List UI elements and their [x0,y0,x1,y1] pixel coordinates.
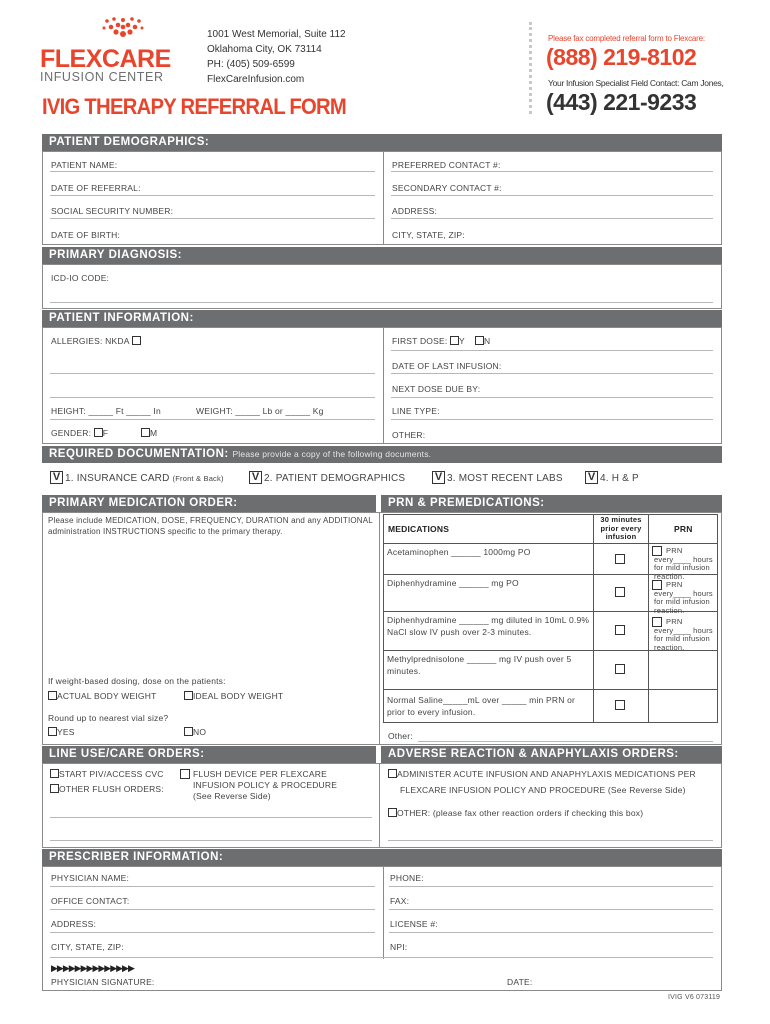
required-docs-header: REQUIRED DOCUMENTATION: Please provide a copy of the following documents. [42,446,722,463]
actual-bw-checkbox[interactable] [48,691,57,700]
other-flush-option[interactable]: OTHER FLUSH ORDERS: [50,784,164,794]
phone-field[interactable]: PHONE: [390,873,424,883]
flush-device-checkbox[interactable] [180,769,190,779]
diagnosis-header: PRIMARY DIAGNOSIS: [42,247,722,264]
prn-row-med[interactable]: Diphenhydramine ______ mg PO [387,578,519,588]
form-version: IVIG V6 073119 [668,994,721,1001]
signature-arrows-icon: ▶▶▶▶▶▶▶▶▶▶▶▶▶▶ [51,963,134,973]
other-flush-checkbox[interactable] [50,784,59,793]
fax-label: Please fax completed referral form to Flexcare: [548,34,705,43]
address-line2: Oklahoma City, OK 73114 [207,44,322,55]
prn-row-med[interactable]: Acetaminophen ______ 1000mg PO [387,547,531,557]
prn-row-30min-checkbox[interactable] [615,554,625,564]
secondary-contact-field[interactable]: SECONDARY CONTACT #: [392,183,502,193]
ssn-field[interactable]: SOCIAL SECURITY NUMBER: [51,206,174,216]
npi-field[interactable]: NPI: [390,942,408,952]
administer-option[interactable]: ADMINISTER ACUTE INFUSION AND ANAPHYLAXIS MEDICATIONS PER [388,769,696,779]
prn-row-30min-checkbox[interactable] [615,700,625,710]
address-line1: 1001 West Memorial, Suite 112 [207,29,346,40]
height-field[interactable]: HEIGHT: _____ Ft _____ In [51,406,161,416]
prn-col-prn: PRN [674,524,693,534]
doc-labs-label: 3. MOST RECENT LABS [447,473,563,484]
doc-hp-label: 4. H & P [600,473,639,484]
first-dose-yes-checkbox[interactable] [450,336,459,345]
prn-row-30min-checkbox[interactable] [615,625,625,635]
prn-row-30min-checkbox[interactable] [615,587,625,597]
patient-info-frame [42,327,722,444]
address-web: FlexCareInfusion.com [207,74,305,85]
ideal-bw-checkbox[interactable] [184,691,193,700]
preferred-contact-field[interactable]: PREFERRED CONTACT #: [392,160,501,170]
line-type-field[interactable]: LINE TYPE: [392,406,440,416]
doc-insurance-label: 1. INSURANCE CARD (Front & Back) [65,473,224,484]
license-field[interactable]: LICENSE #: [390,919,438,929]
prn-row-med[interactable]: Methylprednisolone ______ mg IV push over 5 minutes. [387,654,572,676]
prescriber-city-field[interactable]: CITY, STATE, ZIP: [51,942,124,952]
address-field[interactable]: ADDRESS: [392,206,438,216]
prn-row-prn-text: PRN every____ hours for mild infusion reaction. [654,580,713,615]
first-dose-no-checkbox[interactable] [475,336,484,345]
brand-care: CARE [101,45,171,73]
prn-row-30min-checkbox[interactable] [615,664,625,674]
gender-field[interactable]: GENDER: F [51,428,109,438]
primary-med-instructions: Please include MEDICATION, DOSE, FREQUENCY, DURATION and any ADDITIONAL administration INSTRUCTIONS specific to the primary therapy. [48,516,373,536]
doc-labs-checkbox[interactable]: V [432,471,445,484]
primary-med-header: PRIMARY MEDICATION ORDER: [42,495,376,512]
round-no-option[interactable]: NO [184,727,206,737]
gender-male-checkbox[interactable] [141,428,150,437]
fax-field[interactable]: FAX: [390,896,410,906]
prn-row-med[interactable]: Diphenhydramine ______ mg diluted in 10mL 0.9% NaCl slow IV push over 2-3 minutes. [387,615,590,637]
clinic-address [207,27,346,87]
weight-field[interactable]: WEIGHT: _____ Lb or _____ Kg [196,406,324,416]
first-dose-field[interactable]: FIRST DOSE: Y N [392,336,491,346]
prn-other-field[interactable]: Other: [388,731,413,741]
prn-col-30min: 30 minutes prior every infusion [600,515,642,541]
icd-code-field[interactable]: ICD-IO CODE: [51,273,110,283]
dob-field[interactable]: DATE OF BIRTH: [51,230,121,240]
prescriber-header: PRESCRIBER INFORMATION: [42,849,722,866]
prn-row-prn-text: PRN every____ hours for mild infusion reaction. [654,546,713,581]
weight-dosing-label: If weight-based dosing, dose on the patients: [48,676,226,686]
address-phone: PH: (405) 509-6599 [207,59,295,70]
flush-device-label: FLUSH DEVICE PER FLEXCARE INFUSION POLICY & PROCEDURE (See Reverse Side) [193,769,338,801]
date-field[interactable]: DATE: [507,977,533,987]
other-field[interactable]: OTHER: [392,430,426,440]
start-piv-checkbox[interactable] [50,769,59,778]
ideal-bw-option[interactable]: IDEAL BODY WEIGHT [184,691,283,701]
prn-row-prn-text: PRN every____ hours for mild infusion reaction. [654,617,713,652]
administer-line2: FLEXCARE INFUSION POLICY AND PROCEDURE (See Reverse Side) [400,785,686,795]
brand-flex: FLEX [40,45,102,73]
logo [40,14,190,84]
dotted-divider [529,22,532,114]
office-contact-field[interactable]: OFFICE CONTACT: [51,896,130,906]
round-up-label: Round up to nearest vial size? [48,713,169,723]
specialist-label: Your Infusion Specialist Field Contact: Cam Jones, [548,78,724,88]
doc-hp-checkbox[interactable]: V [585,471,598,484]
allergies-field[interactable]: ALLERGIES: NKDA [51,336,141,346]
prn-col-medications: MEDICATIONS [388,524,450,534]
line-use-header: LINE USE/CARE ORDERS: [42,746,376,763]
gender-male-field[interactable]: M [141,428,157,438]
demographics-frame [42,151,722,245]
gender-female-checkbox[interactable] [94,428,103,437]
patient-info-header: PATIENT INFORMATION: [42,310,722,327]
adverse-other-option[interactable]: OTHER: (please fax other reaction orders if checking this box) [388,808,643,818]
specialist-number: (443) 221-9233 [546,89,697,115]
round-no-checkbox[interactable] [184,727,193,736]
prn-row-med[interactable]: Normal Saline_____mL over _____ min PRN or prior to every infusion. [387,695,576,717]
demographics-header: PATIENT DEMOGRAPHICS: [42,134,722,151]
adverse-other-checkbox[interactable] [388,808,397,817]
next-dose-field[interactable]: NEXT DOSE DUE BY: [392,384,481,394]
start-piv-option[interactable]: START PIV/ACCESS CVC [50,769,164,779]
signature-field[interactable]: PHYSICIAN SIGNATURE: [51,977,155,987]
administer-checkbox[interactable] [388,769,397,778]
logo-dots-icon [98,14,148,44]
last-infusion-field[interactable]: DATE OF LAST INFUSION: [392,361,502,371]
doc-demographics-label: 2. PATIENT DEMOGRAPHICS [264,473,406,484]
city-state-zip-field[interactable]: CITY, STATE, ZIP: [392,230,465,240]
prescriber-address-field[interactable]: ADDRESS: [51,919,97,929]
actual-bw-option[interactable]: ACTUAL BODY WEIGHT [48,691,156,701]
round-yes-option[interactable]: YES [48,727,75,737]
round-yes-checkbox[interactable] [48,727,57,736]
patient-name-field[interactable]: PATIENT NAME: [51,160,118,170]
date-of-referral-field[interactable]: DATE OF REFERRAL: [51,183,141,193]
prn-header: PRN & PREMEDICATIONS: [381,495,722,512]
doc-demographics-checkbox[interactable]: V [249,471,262,484]
nkda-checkbox[interactable] [132,336,141,345]
doc-insurance-checkbox[interactable]: V [50,471,63,484]
brand-subtitle: INFUSION CENTER [40,70,164,84]
adverse-header: ADVERSE REACTION & ANAPHYLAXIS ORDERS: [381,746,722,763]
physician-name-field[interactable]: PHYSICIAN NAME: [51,873,130,883]
fax-number: (888) 219-8102 [546,44,697,70]
form-title: IVIG THERAPY REFERRAL FORM [42,94,346,119]
prescriber-frame [42,866,722,991]
